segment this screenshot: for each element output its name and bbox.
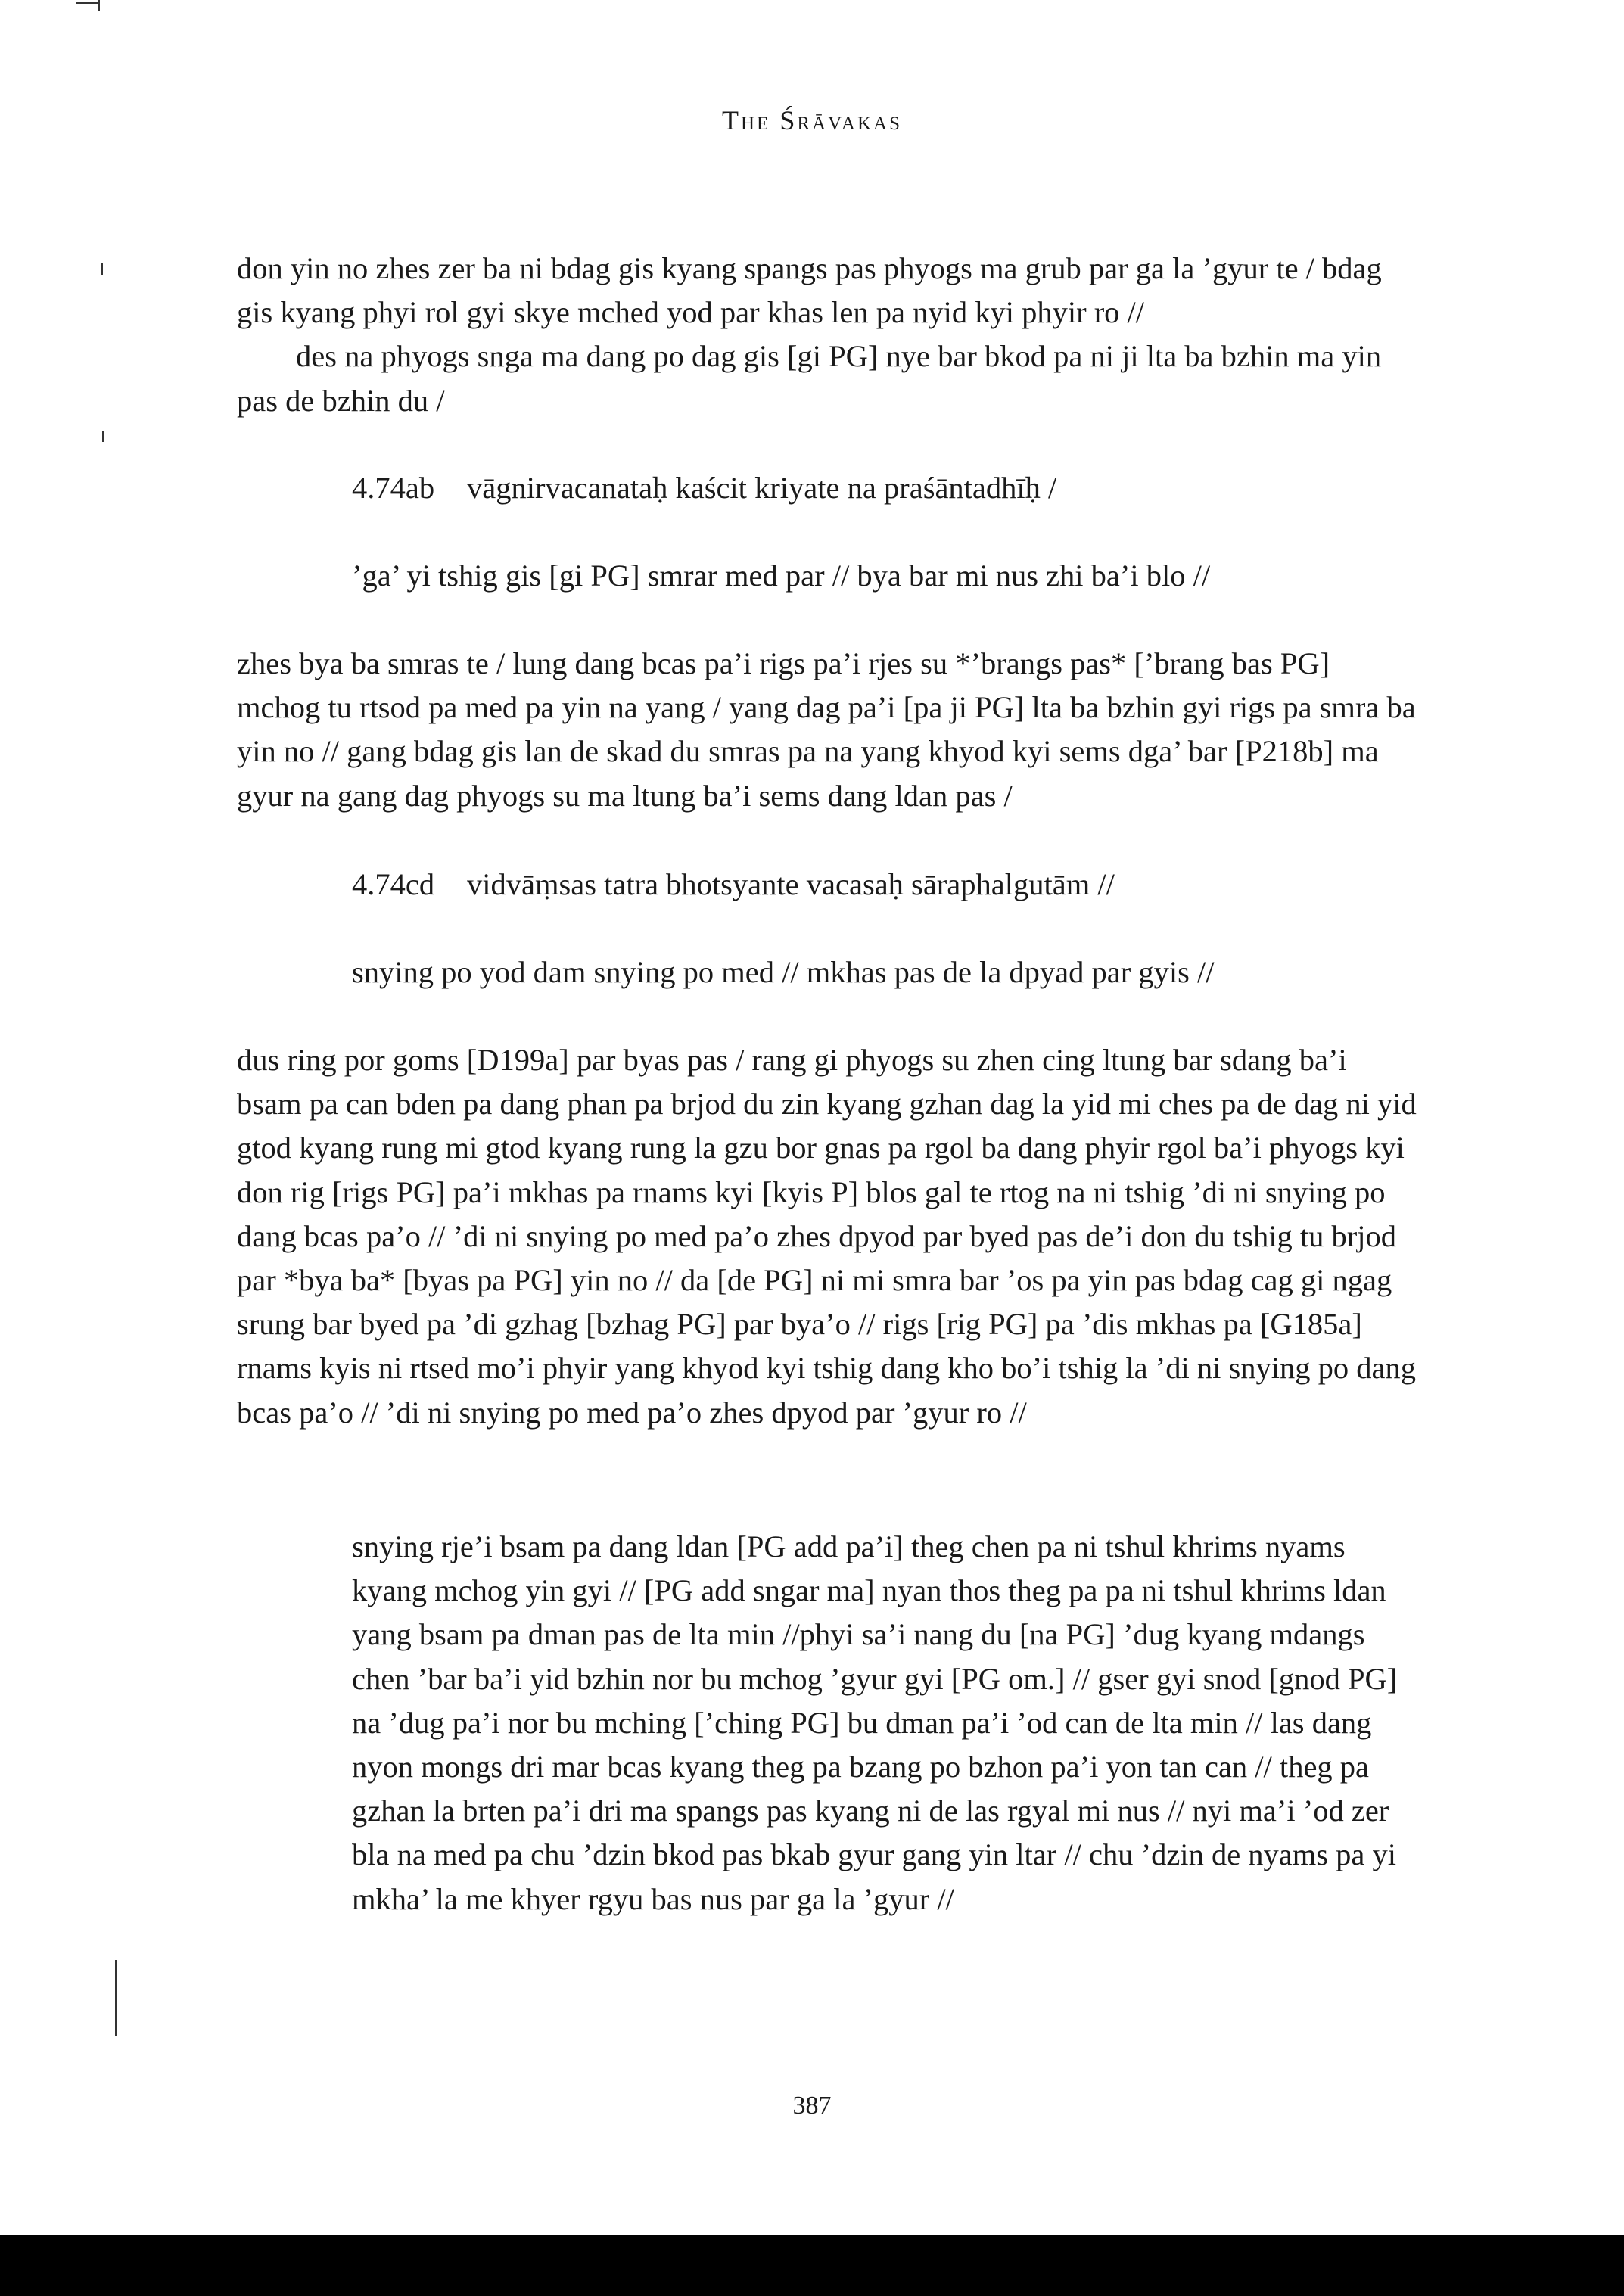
paragraph-2-text: des na phyogs snga ma dang po dag gis [gi PG] nye bar bkod pa ni ji lta ba bzhin ma yin pas de bzhin du /	[237, 339, 1382, 418]
verse-sanskrit: vāgnirvacanataḥ kaścit kriyate na praśāntadhīḥ /	[467, 471, 1057, 505]
verse-4-74ab-translation	[352, 554, 1417, 598]
verse-4-74cd	[352, 863, 1417, 907]
scan-mark	[76, 2, 100, 4]
paragraph-1	[237, 247, 1417, 423]
running-head: The Śrāvakas	[722, 105, 902, 135]
paragraph-4	[237, 1038, 1417, 1435]
scan-mark	[102, 431, 104, 442]
verse-sanskrit: vidvāṃsas tatra bhotsyante vacasaḥ sāraphalgutām //	[467, 867, 1115, 901]
scan-mark	[115, 1960, 117, 2036]
scan-border	[0, 2235, 1624, 2296]
block-quote-text: snying rje’i bsam pa dang ldan [PG add pa’i] theg chen pa ni tshul khrims nyams kyang mchog yin gyi // [PG add sngar ma] nyan thos theg pa pa ni tshul khrims ldan yang bsam pa dman pas de lta min //phyi sa’i nang du [na PG] ’dug kyang mdangs chen ’bar ba’i yid bzhin nor bu mchog ’gyur gyi [PG om.] // gser gyi snod [gnod PG] na ’dug pa’i nor bu mching [’ching PG] bu dman pa’i ’od can de lta min // las dang nyon mongs dri mar bcas kyang theg pa bzang po bzhon pa’i yon tan can // theg pa gzhan la brten pa’i dri ma spangs pas kyang ni de las rgyal mi nus // nyi ma’i ’od zer bla na med pa chu ’dzin bkod pas bkab gyur gang yin ltar // chu ’dzin de nyams pa yi mkha’ la me khyer rgyu bas nus par ga la ’gyur //	[352, 1529, 1398, 1916]
verse-number: 4.74cd	[352, 867, 435, 901]
paragraph-3	[237, 642, 1417, 818]
verse-4-74ab	[352, 466, 1417, 510]
verse-tibetan: ’ga’ yi tshig gis [gi PG] smrar med par // bya bar mi nus zhi ba’i blo //	[352, 558, 1211, 593]
paragraph-3-text: zhes bya ba smras te / lung dang bcas pa’i rigs pa’i rjes su *’brangs pas* [’brang bas PG] mchog tu rtsod pa med pa yin na yang / yang dag pa’i [pa ji PG] lta ba bzhin gyi rigs pa smra ba yin no // gang bdag gis lan de skad du smras pa na yang khyod kyi sems dga’ bar [P218b] ma gyur na gang dag phyogs su ma ltung ba’i sems dang ldan pas /	[237, 646, 1416, 813]
block-quote	[352, 1525, 1417, 1921]
paragraph-1-text: don yin no zhes zer ba ni bdag gis kyang spangs pas phyogs ma grub par ga la ’gyur te / bdag gis kyang phyi rol gyi skye mched yod par khas len pa nyid kyi phyir ro //	[237, 251, 1382, 330]
scan-mark	[101, 263, 103, 275]
verse-4-74cd-translation	[352, 950, 1417, 994]
page-number: 387	[792, 2092, 832, 2120]
verse-tibetan: snying po yod dam snying po med // mkhas pas de la dpyad par gyis //	[352, 955, 1215, 989]
verse-number: 4.74ab	[352, 471, 435, 505]
paragraph-4-text: dus ring por goms [D199a] par byas pas / rang gi phyogs su zhen cing ltung bar sdang ba’i bsam pa can bden pa dang phan pa brjod du zin kyang gzhan dag la yid mi ches pa de dag ni yid gtod kyang rung mi gtod kyang rung la gzu bor gnas pa rgol ba dang phyir rgol ba’i phyogs kyi don rig [rigs PG] pa’i mkhas pa rnams kyi [kyis P] blos gal te rtog na ni tshig ’di ni snying po dang bcas pa’o // ’di ni snying po med pa’o zhes dpyod par byed pas de’i don du tshig tu brjod par *bya ba* [byas pa PG] yin no // da [de PG] ni mi smra bar ’os pa yin pas bdag cag gi ngag srung bar byed pa ’di gzhag [bzhag PG] par bya’o // rigs [rig PG] pa ’dis mkhas pa [G185a] rnams kyis ni rtsed mo’i phyir yang khyod kyi tshig dang kho bo’i tshig la ’di ni snying po dang bcas pa’o // ’di ni snying po med pa’o zhes dpyod par ’gyur ro //	[237, 1043, 1417, 1430]
